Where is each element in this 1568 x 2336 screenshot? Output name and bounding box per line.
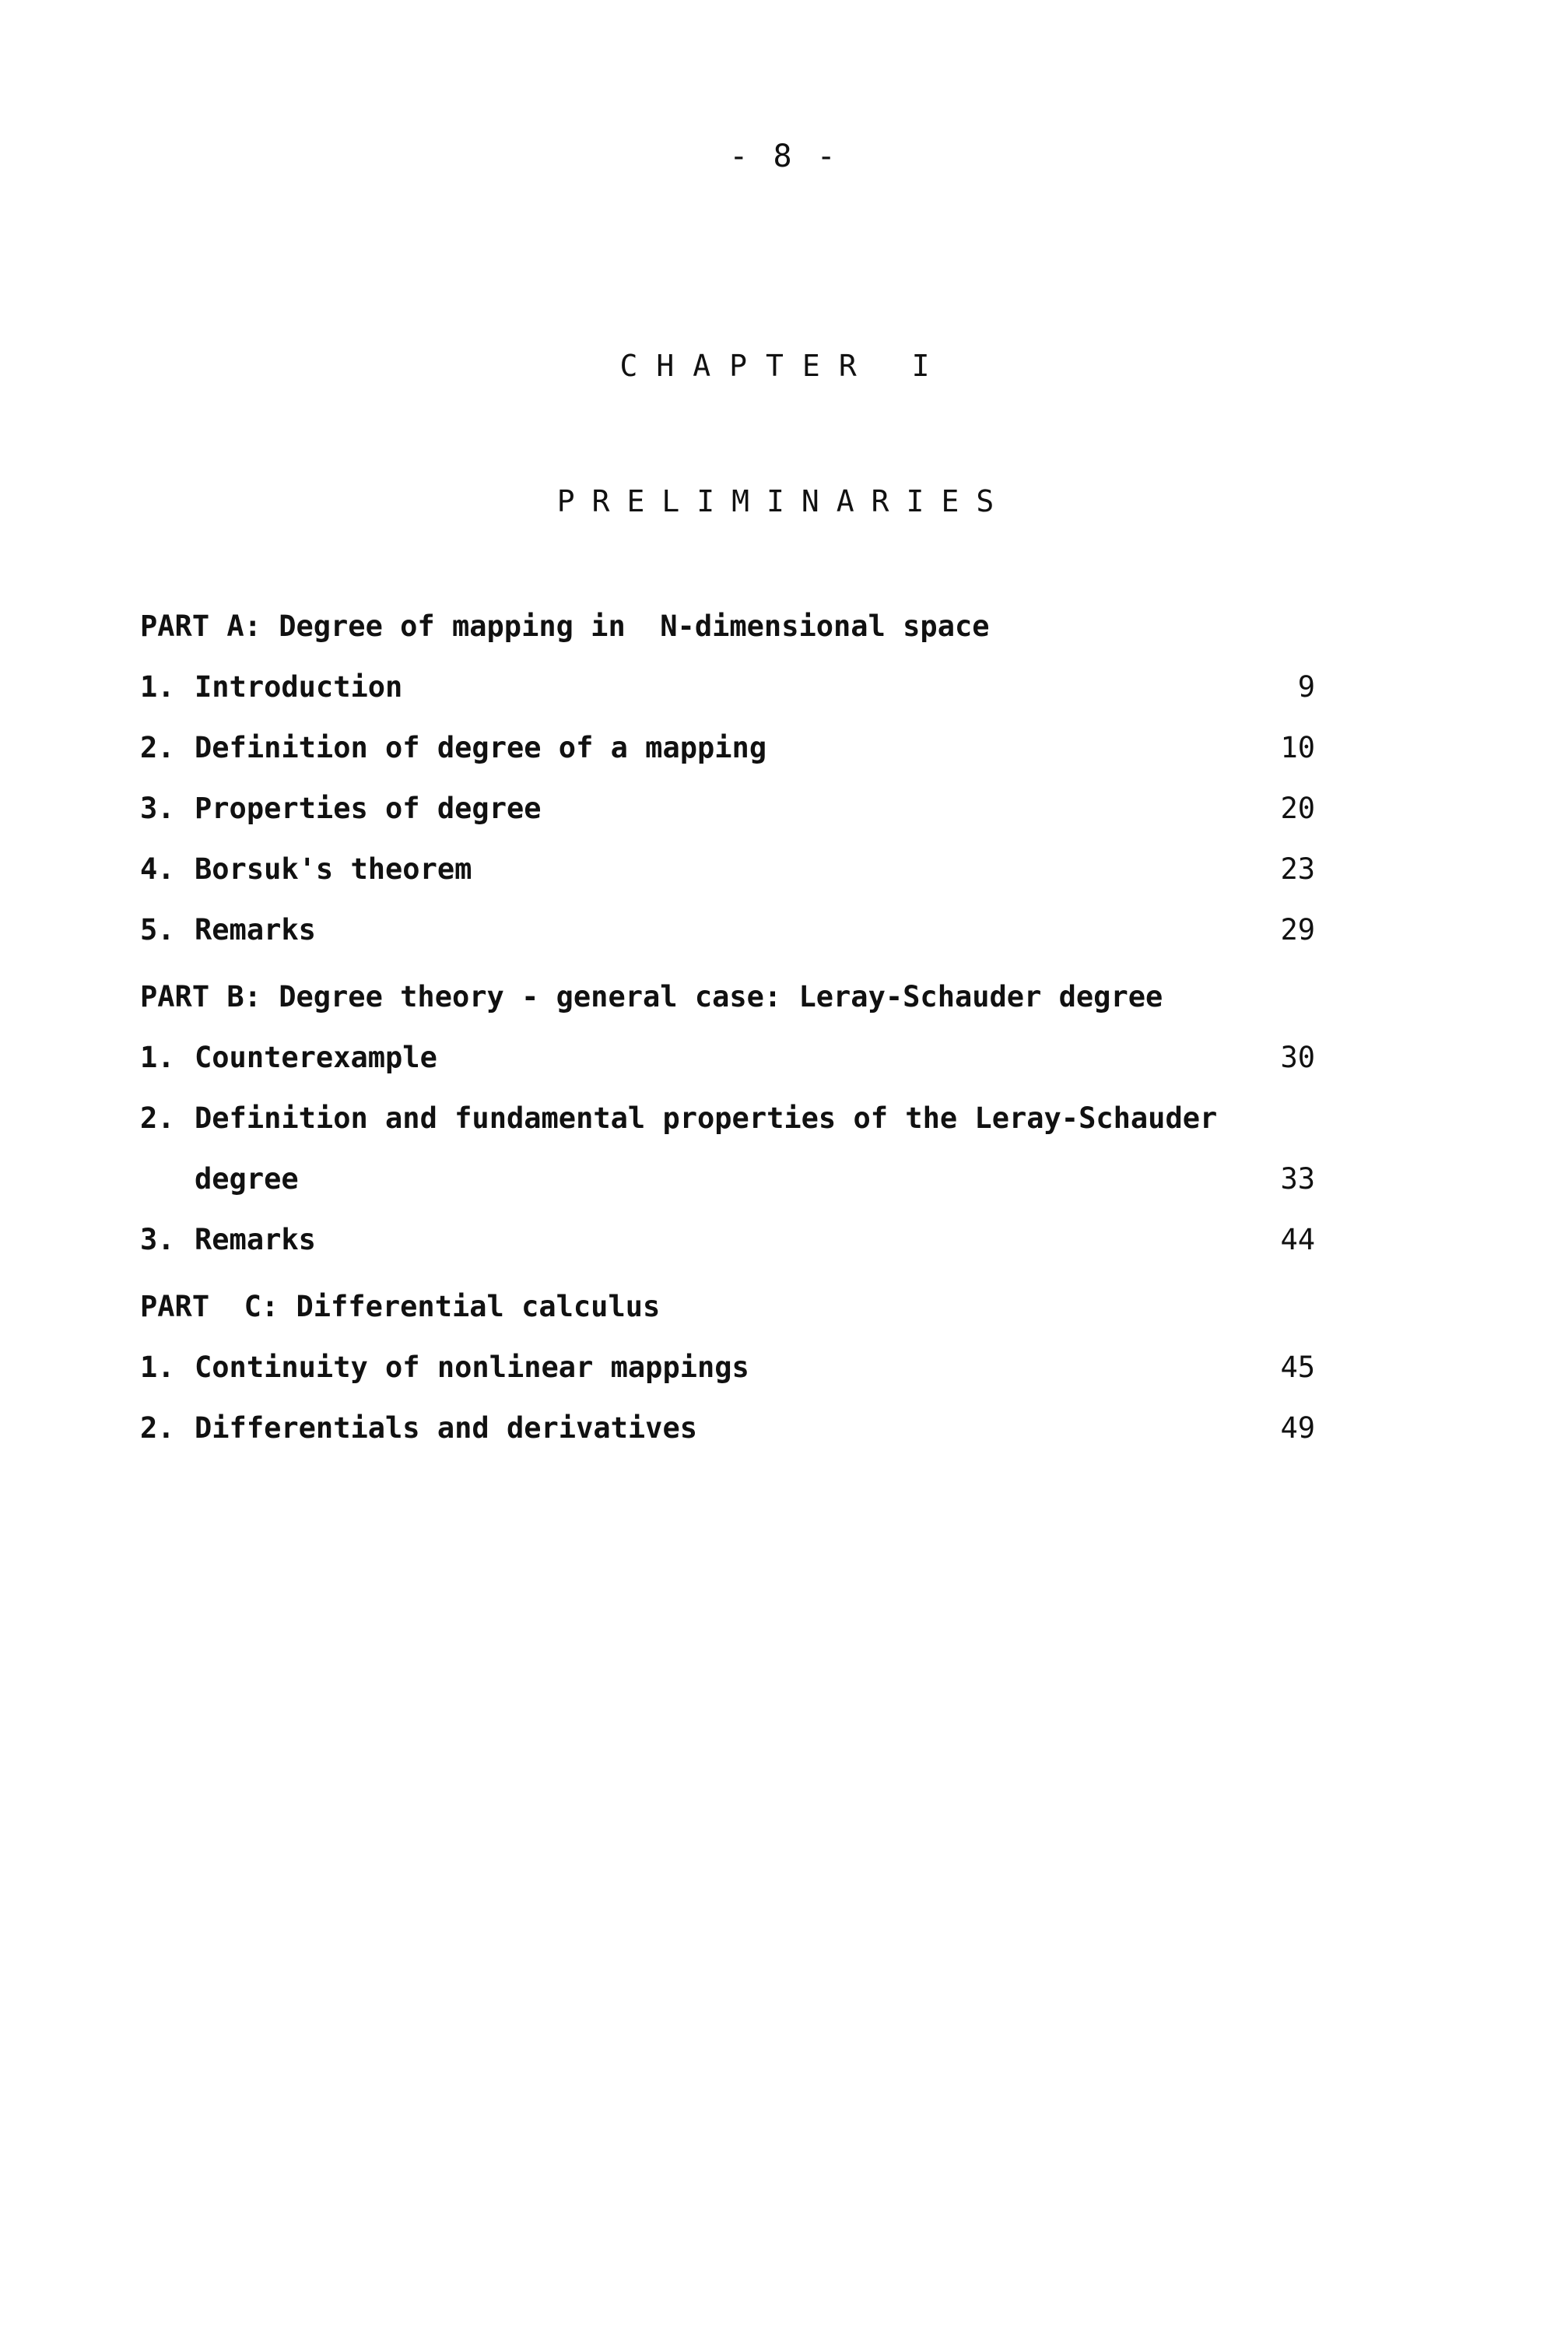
toc-entry <box>140 729 1315 768</box>
entry-text: Differentials and derivatives <box>195 1411 698 1445</box>
part-a-heading: PART A: Degree of mapping in N-dimensional space <box>140 609 990 643</box>
entry-number: 2. <box>140 731 175 764</box>
entry-number: 3. <box>140 792 175 825</box>
entry-title <box>140 1409 1253 1448</box>
entry-text: Introduction <box>195 670 403 704</box>
entry-title <box>140 850 1253 889</box>
entry-text: Borsuk's theorem <box>195 852 472 886</box>
page-number: - 8 - <box>729 139 839 174</box>
entry-page: 33 <box>1280 1162 1315 1196</box>
entry-title <box>140 729 1253 768</box>
entry-number: 1. <box>140 1041 175 1074</box>
entry-text: Properties of degree <box>195 792 542 825</box>
entry-page: 49 <box>1280 1411 1315 1445</box>
entry-page: 10 <box>1280 731 1315 764</box>
entry-text: Definition of degree of a mapping <box>195 731 767 764</box>
toc-entry <box>140 1038 1315 1077</box>
entry-title <box>140 668 1253 707</box>
chapter-heading: CHAPTER I <box>619 349 949 383</box>
entry-page: 23 <box>1280 852 1315 886</box>
entry-title <box>140 1348 1253 1387</box>
toc-entry <box>140 1099 1315 1199</box>
entry-text-continued: degree <box>195 1162 299 1196</box>
toc-entry <box>140 911 1315 950</box>
entry-title <box>140 1038 1253 1077</box>
entry-page: 44 <box>1280 1223 1315 1256</box>
entry-number: 4. <box>140 852 175 886</box>
entry-title <box>140 789 1253 828</box>
part-b <box>140 978 1315 1259</box>
entry-page: 9 <box>1297 670 1315 704</box>
entry-text: Remarks <box>195 913 316 947</box>
entry-title <box>140 1099 1253 1199</box>
entry-number: 2. <box>140 1411 175 1445</box>
entry-text: Remarks <box>195 1223 316 1256</box>
entry-page: 45 <box>1280 1351 1315 1384</box>
entry-text: Definition and fundamental properties of the Leray-Schauder <box>195 1101 1218 1135</box>
toc-entry <box>140 850 1315 889</box>
toc-entry <box>140 1348 1315 1387</box>
toc-entry <box>140 789 1315 828</box>
entry-page: 30 <box>1280 1041 1315 1074</box>
entry-title <box>140 911 1253 950</box>
toc-entry <box>140 1221 1315 1259</box>
chapter-title: PRELIMINARIES <box>556 484 1012 518</box>
part-a <box>140 607 1315 950</box>
part-c-heading: PART C: Differential calculus <box>140 1290 661 1323</box>
entry-number: 5. <box>140 913 175 947</box>
toc-entry <box>140 668 1315 707</box>
entry-title <box>140 1221 1253 1259</box>
entry-text: Continuity of nonlinear mappings <box>195 1351 749 1384</box>
entry-number: 3. <box>140 1223 175 1256</box>
entry-number: 2. <box>140 1101 175 1135</box>
entry-page: 29 <box>1280 913 1315 947</box>
table-of-contents <box>140 607 1315 1476</box>
part-b-heading: PART B: Degree theory - general case: Leray-Schauder degree <box>140 980 1163 1013</box>
entry-page: 20 <box>1280 792 1315 825</box>
entry-number: 1. <box>140 1351 175 1384</box>
toc-entry <box>140 1409 1315 1448</box>
entry-text: Counterexample <box>195 1041 437 1074</box>
part-c <box>140 1287 1315 1448</box>
entry-number: 1. <box>140 670 175 704</box>
